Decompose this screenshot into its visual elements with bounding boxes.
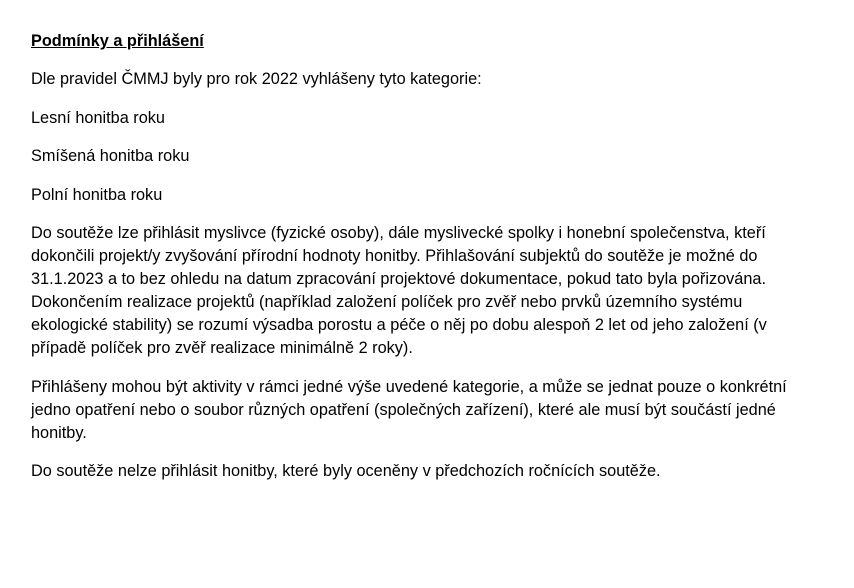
category-forest: Lesní honitba roku: [31, 108, 165, 127]
category-field: Polní honitba roku: [31, 185, 163, 204]
section-heading: Podmínky a přihlášení: [31, 32, 204, 50]
category-mixed: Smíšená honitba roku: [31, 147, 190, 165]
intro-paragraph: Dle pravidel ČMMJ byly pro rok 2022 vyhlášeny tyto kategorie:: [31, 70, 482, 88]
document-body: [31, 30, 821, 499]
activities-paragraph: Přihlášeny mohou být aktivity v rámci jedné výše uvedené kategorie, a může se jednat pouze o konkrétní jedno opatření nebo o soubor různých opatření (společných zařízení), které ale musí být součástí jedné honitby.: [31, 377, 787, 442]
eligibility-paragraph: Do soutěže lze přihlásit myslivce (fyzické osoby), dále myslivecké spolky i honební společenstva, kteří dokončili projekt/y zvyšování přírodní hodnoty honitby. Přihlašování subjektů do soutěže je možné do 31.1.2023 a to bez ohledu na datum zpracování projektové dokumentace, pokud tato byla pořizována. Dokončením realizace projektů (například založení políček pro zvěř nebo prvků územního systému ekologické stability) se rozumí výsadba porostu a péče o něj po dobu alespoň 2 let od jeho založení (v případě políček pro zvěř realizace minimálně 2 roky).: [31, 224, 767, 357]
exclusion-paragraph: Do soutěže nelze přihlásit honitby, které byly oceněny v předchozích ročnících soutěže.: [31, 462, 661, 480]
